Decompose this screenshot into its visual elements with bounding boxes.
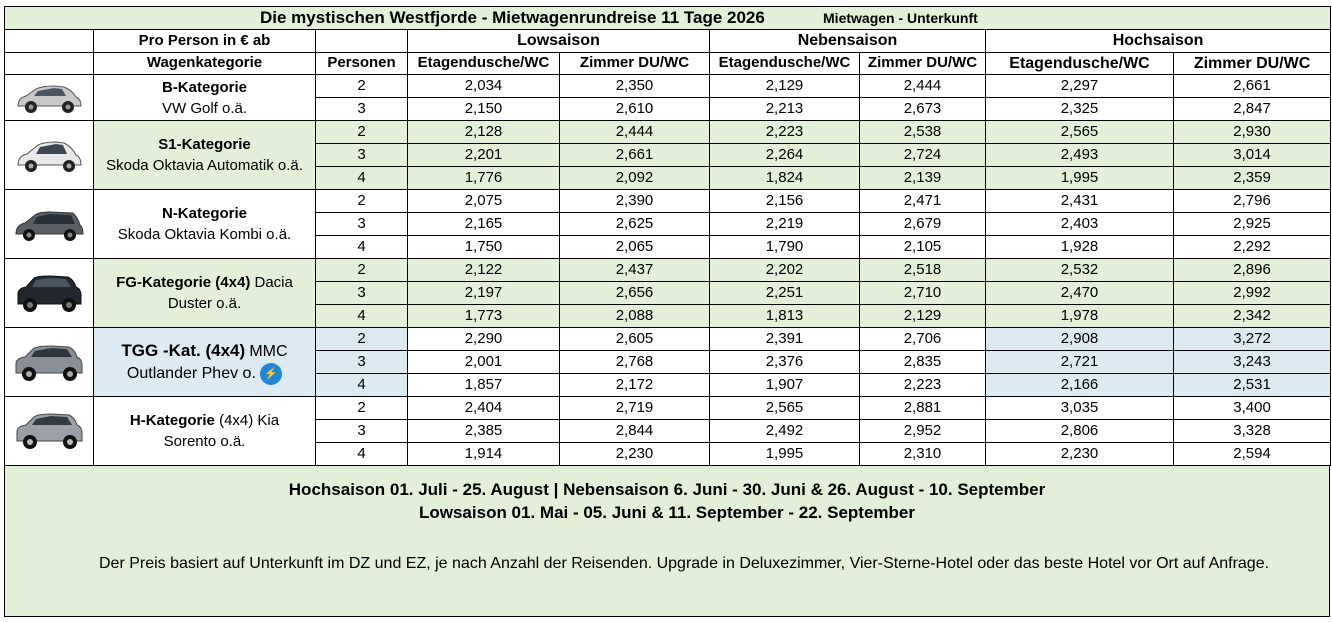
price-cell: 2,532 [986, 259, 1174, 282]
table-row [5, 259, 1331, 282]
category-extra: MMC [249, 342, 288, 360]
category-description [94, 259, 316, 328]
per-person-header: Pro Person in € ab [94, 30, 316, 53]
price-cell: 2,661 [1174, 75, 1331, 98]
price-cell: 2,391 [710, 328, 860, 351]
price-cell: 2,719 [560, 397, 710, 420]
station-wagon-icon [13, 204, 85, 244]
persons-cell: 4 [316, 443, 408, 466]
price-cell: 2,105 [860, 236, 986, 259]
hatchback-car-icon [14, 80, 84, 116]
room-header-mid-private: Zimmer DU/WC [860, 53, 986, 75]
price-cell: 2,088 [560, 305, 710, 328]
price-cell: 2,350 [560, 75, 710, 98]
price-cell: 1,750 [408, 236, 560, 259]
price-table [4, 6, 1331, 466]
price-cell: 2,213 [710, 98, 860, 121]
price-cell: 2,223 [710, 121, 860, 144]
price-cell: 2,230 [560, 443, 710, 466]
persons-cell: 2 [316, 121, 408, 144]
price-cell: 2,721 [986, 351, 1174, 374]
price-cell: 2,538 [860, 121, 986, 144]
price-cell: 2,065 [560, 236, 710, 259]
price-cell: 2,223 [860, 374, 986, 397]
price-cell: 3,035 [986, 397, 1174, 420]
season-dates-line-2: Lowsaison 01. Mai - 05. Juni & 11. September - 22. September [418, 503, 915, 522]
price-cell: 2,444 [860, 75, 986, 98]
persons-cell: 4 [316, 374, 408, 397]
page-title: Die mystischen Westfjorde - Mietwagenrundreise 11 Tage 2026 [260, 7, 765, 27]
price-cell: 2,679 [860, 213, 986, 236]
price-cell: 1,813 [710, 305, 860, 328]
price-cell: 2,531 [1174, 374, 1331, 397]
persons-cell: 3 [316, 144, 408, 167]
persons-header: Personen [316, 53, 408, 75]
category-model: Duster o.ä. [167, 295, 242, 312]
price-cell: 2,403 [986, 213, 1174, 236]
category-name: N-Kategorie [161, 205, 247, 222]
season-dates-line-1: Hochsaison 01. Juli - 25. August | Nebensaison 6. Juni - 30. Juni & 26. August - 10. September [288, 480, 1046, 499]
price-cell: 2,431 [986, 190, 1174, 213]
price-cell: 2,390 [560, 190, 710, 213]
title-row [5, 7, 1331, 30]
price-cell: 2,001 [408, 351, 560, 374]
price-cell: 3,272 [1174, 328, 1331, 351]
price-cell: 2,952 [860, 420, 986, 443]
price-note: Der Preis basiert auf Unterkunft im DZ und EZ, je nach Anzahl der Reisenden. Upgrade in Deluxezimmer, Vier-Sterne-Hotel oder das beste Hotel vor Ort auf Anfrage. [99, 555, 1270, 572]
price-cell: 2,230 [986, 443, 1174, 466]
price-cell: 2,625 [560, 213, 710, 236]
price-cell: 2,673 [860, 98, 986, 121]
persons-cell: 2 [316, 259, 408, 282]
price-cell: 2,710 [860, 282, 986, 305]
category-description [94, 75, 316, 121]
price-cell: 2,075 [408, 190, 560, 213]
price-cell: 1,928 [986, 236, 1174, 259]
price-cell: 2,610 [560, 98, 710, 121]
price-cell: 2,565 [986, 121, 1174, 144]
suv-hybrid-icon [13, 340, 85, 384]
price-cell: 2,325 [986, 98, 1174, 121]
price-cell: 2,290 [408, 328, 560, 351]
price-cell: 2,219 [710, 213, 860, 236]
price-sheet [4, 6, 1330, 617]
category-description [94, 121, 316, 190]
persons-cell: 4 [316, 167, 408, 190]
price-cell: 2,359 [1174, 167, 1331, 190]
category-model: Sorento o.ä. [163, 433, 246, 450]
persons-cell: 3 [316, 213, 408, 236]
price-cell: 2,661 [560, 144, 710, 167]
season-notes [4, 466, 1330, 617]
price-cell: 2,896 [1174, 259, 1331, 282]
price-cell: 2,129 [710, 75, 860, 98]
price-cell: 1,824 [710, 167, 860, 190]
category-name: TGG -Kat. (4x4) [121, 340, 246, 360]
price-cell: 1,857 [408, 374, 560, 397]
persons-cell: 3 [316, 351, 408, 374]
car-image-cell [5, 190, 94, 259]
price-cell: 3,243 [1174, 351, 1331, 374]
price-cell: 2,129 [860, 305, 986, 328]
price-cell: 2,806 [986, 420, 1174, 443]
category-name: H-Kategorie [129, 412, 215, 429]
category-model: VW Golf o.ä. [161, 99, 248, 117]
price-cell: 2,156 [710, 190, 860, 213]
price-cell: 2,835 [860, 351, 986, 374]
price-cell: 2,594 [1174, 443, 1331, 466]
price-cell: 1,978 [986, 305, 1174, 328]
category-description [94, 190, 316, 259]
price-cell: 2,925 [1174, 213, 1331, 236]
category-extra: Dacia [254, 274, 293, 291]
season-header-high: Hochsaison [986, 30, 1331, 53]
room-header-high-shared: Etagendusche/WC [986, 53, 1174, 75]
price-cell: 2,150 [408, 98, 560, 121]
persons-cell: 3 [316, 98, 408, 121]
price-cell: 2,881 [860, 397, 986, 420]
category-name: S1-Kategorie [158, 136, 251, 153]
price-cell: 2,605 [560, 328, 710, 351]
price-cell: 2,492 [710, 420, 860, 443]
category-model: Skoda Oktavia Automatik o.ä. [106, 157, 303, 174]
price-cell: 2,385 [408, 420, 560, 443]
price-cell: 2,292 [1174, 236, 1331, 259]
ev-charging-icon: ⚡ [260, 363, 282, 385]
category-header: Wagenkategorie [94, 53, 316, 75]
price-cell: 2,122 [408, 259, 560, 282]
price-cell: 2,376 [710, 351, 860, 374]
table-row [5, 190, 1331, 213]
persons-cell: 2 [316, 190, 408, 213]
price-cell: 2,092 [560, 167, 710, 190]
category-name: FG-Kategorie (4x4) [116, 274, 251, 291]
persons-cell: 3 [316, 282, 408, 305]
price-cell: 2,518 [860, 259, 986, 282]
price-cell: 2,264 [710, 144, 860, 167]
price-cell: 2,565 [710, 397, 860, 420]
car-image-cell [5, 75, 94, 121]
header-row-2 [5, 53, 1331, 75]
persons-cell: 2 [316, 397, 408, 420]
persons-cell: 2 [316, 75, 408, 98]
price-cell: 1,995 [986, 167, 1174, 190]
price-cell: 2,128 [408, 121, 560, 144]
price-cell: 2,706 [860, 328, 986, 351]
price-cell: 2,404 [408, 397, 560, 420]
price-cell: 2,908 [986, 328, 1174, 351]
price-cell: 1,776 [408, 167, 560, 190]
price-cell: 1,907 [710, 374, 860, 397]
price-cell: 2,656 [560, 282, 710, 305]
price-cell: 2,034 [408, 75, 560, 98]
category-extra: (4x4) Kia [219, 412, 280, 429]
table-row [5, 328, 1331, 351]
price-cell: 2,768 [560, 351, 710, 374]
price-cell: 1,790 [710, 236, 860, 259]
price-cell: 2,470 [986, 282, 1174, 305]
price-cell: 2,297 [986, 75, 1174, 98]
car-image-cell [5, 397, 94, 466]
price-cell: 2,139 [860, 167, 986, 190]
suv-icon [14, 271, 84, 315]
price-cell: 1,773 [408, 305, 560, 328]
room-header-low-private: Zimmer DU/WC [560, 53, 710, 75]
price-cell: 2,930 [1174, 121, 1331, 144]
price-cell: 2,724 [860, 144, 986, 167]
price-cell: 2,844 [560, 420, 710, 443]
persons-cell: 4 [316, 305, 408, 328]
price-cell: 2,166 [986, 374, 1174, 397]
table-row [5, 75, 1331, 98]
persons-cell: 3 [316, 420, 408, 443]
category-model: Outlander Phev o. [126, 365, 256, 382]
price-cell: 2,342 [1174, 305, 1331, 328]
price-cell: 2,992 [1174, 282, 1331, 305]
price-cell: 3,328 [1174, 420, 1331, 443]
price-cell: 2,197 [408, 282, 560, 305]
price-cell: 1,914 [408, 443, 560, 466]
car-image-cell [5, 328, 94, 397]
header-row-1 [5, 30, 1331, 53]
price-cell: 2,471 [860, 190, 986, 213]
compact-car-icon [14, 135, 84, 175]
price-cell: 3,400 [1174, 397, 1331, 420]
car-image-cell [5, 259, 94, 328]
car-image-cell [5, 121, 94, 190]
category-model: Skoda Oktavia Kombi o.ä. [117, 226, 292, 243]
page-subtitle: Mietwagen - Unterkunft [823, 9, 978, 26]
price-cell: 2,444 [560, 121, 710, 144]
price-cell: 2,847 [1174, 98, 1331, 121]
room-header-high-private: Zimmer DU/WC [1174, 53, 1331, 75]
persons-cell: 4 [316, 236, 408, 259]
category-description [94, 328, 316, 397]
price-cell: 2,172 [560, 374, 710, 397]
large-suv-icon [14, 409, 84, 453]
table-row [5, 121, 1331, 144]
price-cell: 2,251 [710, 282, 860, 305]
persons-cell: 2 [316, 328, 408, 351]
price-cell: 2,310 [860, 443, 986, 466]
room-header-mid-shared: Etagendusche/WC [710, 53, 860, 75]
table-row [5, 397, 1331, 420]
price-cell: 2,202 [710, 259, 860, 282]
price-cell: 3,014 [1174, 144, 1331, 167]
price-cell: 2,165 [408, 213, 560, 236]
price-cell: 2,493 [986, 144, 1174, 167]
season-header-low: Lowsaison [408, 30, 710, 53]
price-cell: 2,201 [408, 144, 560, 167]
category-description [94, 397, 316, 466]
price-cell: 2,796 [1174, 190, 1331, 213]
price-cell: 1,995 [710, 443, 860, 466]
season-header-mid: Nebensaison [710, 30, 986, 53]
price-cell: 2,437 [560, 259, 710, 282]
room-header-low-shared: Etagendusche/WC [408, 53, 560, 75]
category-name: B-Kategorie [161, 78, 247, 96]
